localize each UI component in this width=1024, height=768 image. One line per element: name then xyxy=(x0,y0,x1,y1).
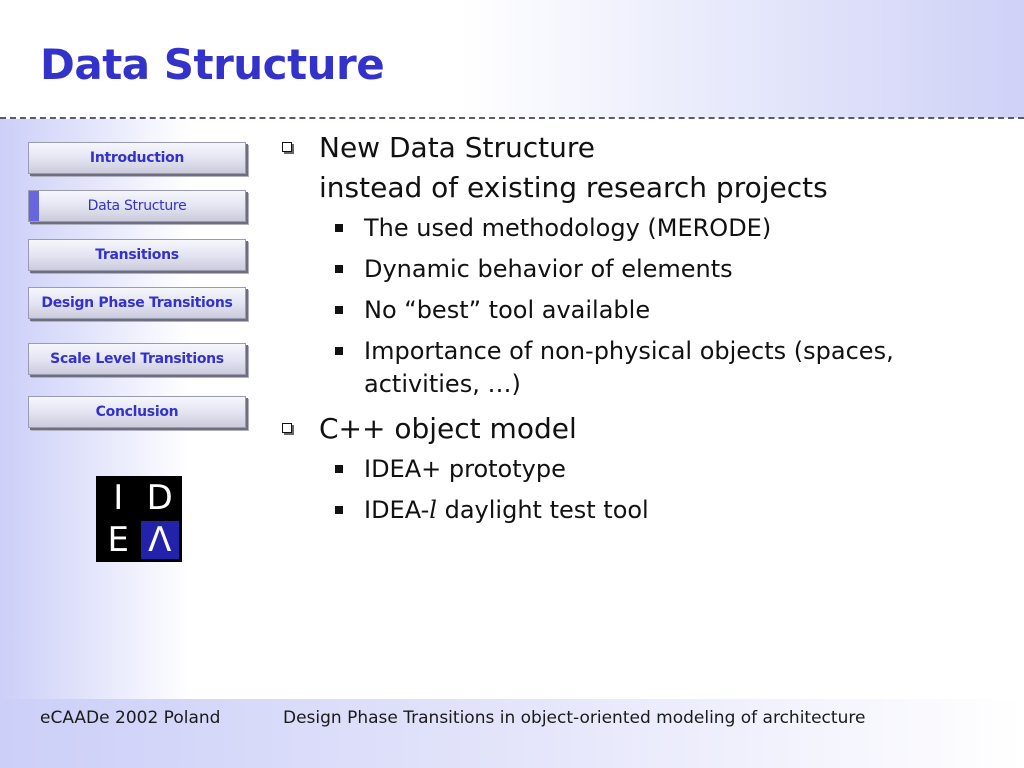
sub-bullet-methodology: The used methodology (MERODE) xyxy=(282,212,1002,245)
hollow-square-bullet-icon xyxy=(282,142,292,152)
logo-letter-d: D xyxy=(146,478,173,519)
filled-square-bullet-icon xyxy=(335,306,343,314)
bullet-new-data-structure xyxy=(282,128,1002,208)
logo-letter-i: I xyxy=(113,478,124,519)
footer-talk-title: Design Phase Transitions in object-oriented modeling of architecture xyxy=(283,708,866,728)
sub-bullet-non-physical-objects: Importance of non-physical objects (spaces, activities, …) xyxy=(282,335,1002,401)
bullet-text-line1: New Data Structure xyxy=(319,131,595,164)
filled-square-bullet-icon xyxy=(335,224,343,232)
idea-logo xyxy=(96,476,182,562)
nav-button-conclusion[interactable]: Conclusion xyxy=(28,396,246,428)
bullet-text-line2: instead of existing research projects xyxy=(319,171,828,204)
sub-bullet-daylight-tool: IDEA-l daylight test tool xyxy=(282,494,1002,527)
logo-letter-e: E xyxy=(107,519,129,560)
slide-title: Data Structure xyxy=(40,40,385,89)
slide-content xyxy=(282,128,1002,527)
sub-bullet-no-best-tool: No “best” tool available xyxy=(282,294,1002,327)
sub-bullet-idea-prototype: IDEA+ prototype xyxy=(282,453,1002,486)
nav-button-scale-level-transitions[interactable]: Scale Level Transitions xyxy=(28,343,246,375)
bullet-cpp-object-model: C++ object model xyxy=(282,409,1002,449)
nav-button-design-phase-transitions[interactable]: Design Phase Transitions xyxy=(28,287,246,319)
filled-square-bullet-icon xyxy=(335,465,343,473)
filled-square-bullet-icon xyxy=(335,506,343,514)
nav-button-data-structure[interactable]: Data Structure xyxy=(28,190,246,222)
nav-button-transitions[interactable]: Transitions xyxy=(28,239,246,271)
filled-square-bullet-icon xyxy=(335,265,343,273)
sub-bullet-dynamic-behavior: Dynamic behavior of elements xyxy=(282,253,1002,286)
footer-conference: eCAADe 2002 Poland xyxy=(40,708,221,728)
hollow-square-bullet-icon xyxy=(282,423,292,433)
nav-button-introduction[interactable]: Introduction xyxy=(28,142,246,174)
logo-letter-a: Λ xyxy=(141,521,180,560)
filled-square-bullet-icon xyxy=(335,347,343,355)
